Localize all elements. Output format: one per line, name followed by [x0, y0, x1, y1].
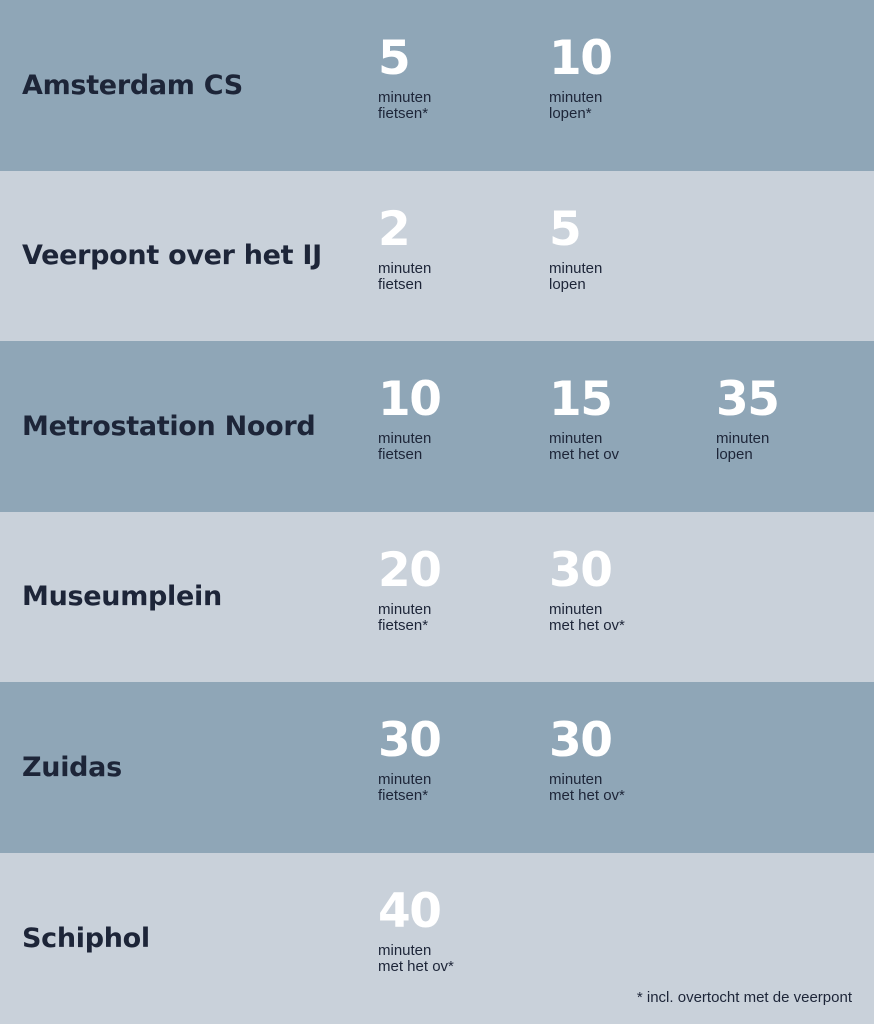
travel-mode: lopen*: [549, 105, 592, 122]
travel-stat: [378, 31, 432, 122]
travel-stat: [378, 713, 441, 804]
travel-mode: met het ov*: [378, 957, 454, 975]
travel-unit: minuten: [549, 600, 603, 618]
travel-minutes: 5: [549, 201, 581, 257]
travel-minutes: 30: [378, 713, 441, 768]
place-name: Veerpont over het IJ: [22, 240, 322, 272]
travel-minutes: 35: [716, 372, 779, 427]
footnote: * incl. overtocht met de veerpont: [636, 988, 852, 1006]
place-name: Museumplein: [22, 581, 222, 613]
row-schiphol: [0, 853, 874, 1024]
travel-minutes: 30: [549, 542, 612, 598]
travel-unit: minuten: [378, 771, 432, 788]
travel-mode: met het ov*: [549, 787, 625, 804]
travel-stat: [549, 201, 603, 293]
travel-stat: [549, 372, 620, 463]
travel-stat: [716, 372, 779, 463]
travel-unit: minuten: [378, 259, 432, 277]
place-name: Metrostation Noord: [22, 410, 316, 442]
travel-unit: minuten: [378, 89, 432, 106]
travel-stat: [549, 542, 625, 634]
travel-unit: minuten: [549, 430, 603, 447]
row-zuidas: [0, 682, 874, 853]
row-amsterdam-cs: [0, 0, 874, 171]
travel-mode: fietsen: [378, 446, 423, 463]
travel-mode: fietsen: [378, 275, 423, 293]
travel-stat: [549, 31, 612, 122]
place-name: Amsterdam CS: [22, 69, 243, 101]
travel-stat: [549, 713, 625, 804]
travel-minutes: 40: [378, 883, 441, 939]
travel-mode: lopen: [716, 446, 753, 463]
travel-unit: minuten: [378, 941, 432, 959]
travel-unit: minuten: [549, 771, 603, 788]
travel-mode: met het ov: [549, 446, 620, 463]
travel-stat: [378, 542, 441, 634]
travel-unit: minuten: [549, 259, 603, 277]
travel-mode: met het ov*: [549, 616, 625, 634]
travel-minutes: 10: [378, 372, 441, 427]
travel-unit: minuten: [378, 430, 432, 447]
travel-minutes: 10: [549, 31, 612, 86]
travel-unit: minuten: [549, 89, 603, 106]
travel-minutes: 2: [378, 201, 410, 257]
travel-stat: [378, 883, 454, 975]
travel-stat: [378, 201, 432, 293]
place-name: Zuidas: [22, 751, 122, 783]
travel-mode: fietsen*: [378, 105, 429, 122]
travel-unit: minuten: [716, 430, 770, 447]
row-veerpont: [0, 171, 874, 342]
travel-minutes: 30: [549, 713, 612, 768]
place-name: Schiphol: [22, 922, 150, 954]
travel-stat: [378, 372, 441, 463]
row-metrostation-noord: [0, 341, 874, 512]
row-museumplein: [0, 512, 874, 683]
travel-minutes: 20: [378, 542, 441, 598]
travel-unit: minuten: [378, 600, 432, 618]
travel-mode: fietsen*: [378, 787, 429, 804]
travel-mode: fietsen*: [378, 616, 429, 634]
travel-mode: lopen: [549, 275, 586, 293]
travel-minutes: 5: [378, 31, 410, 86]
travel-minutes: 15: [549, 372, 612, 427]
